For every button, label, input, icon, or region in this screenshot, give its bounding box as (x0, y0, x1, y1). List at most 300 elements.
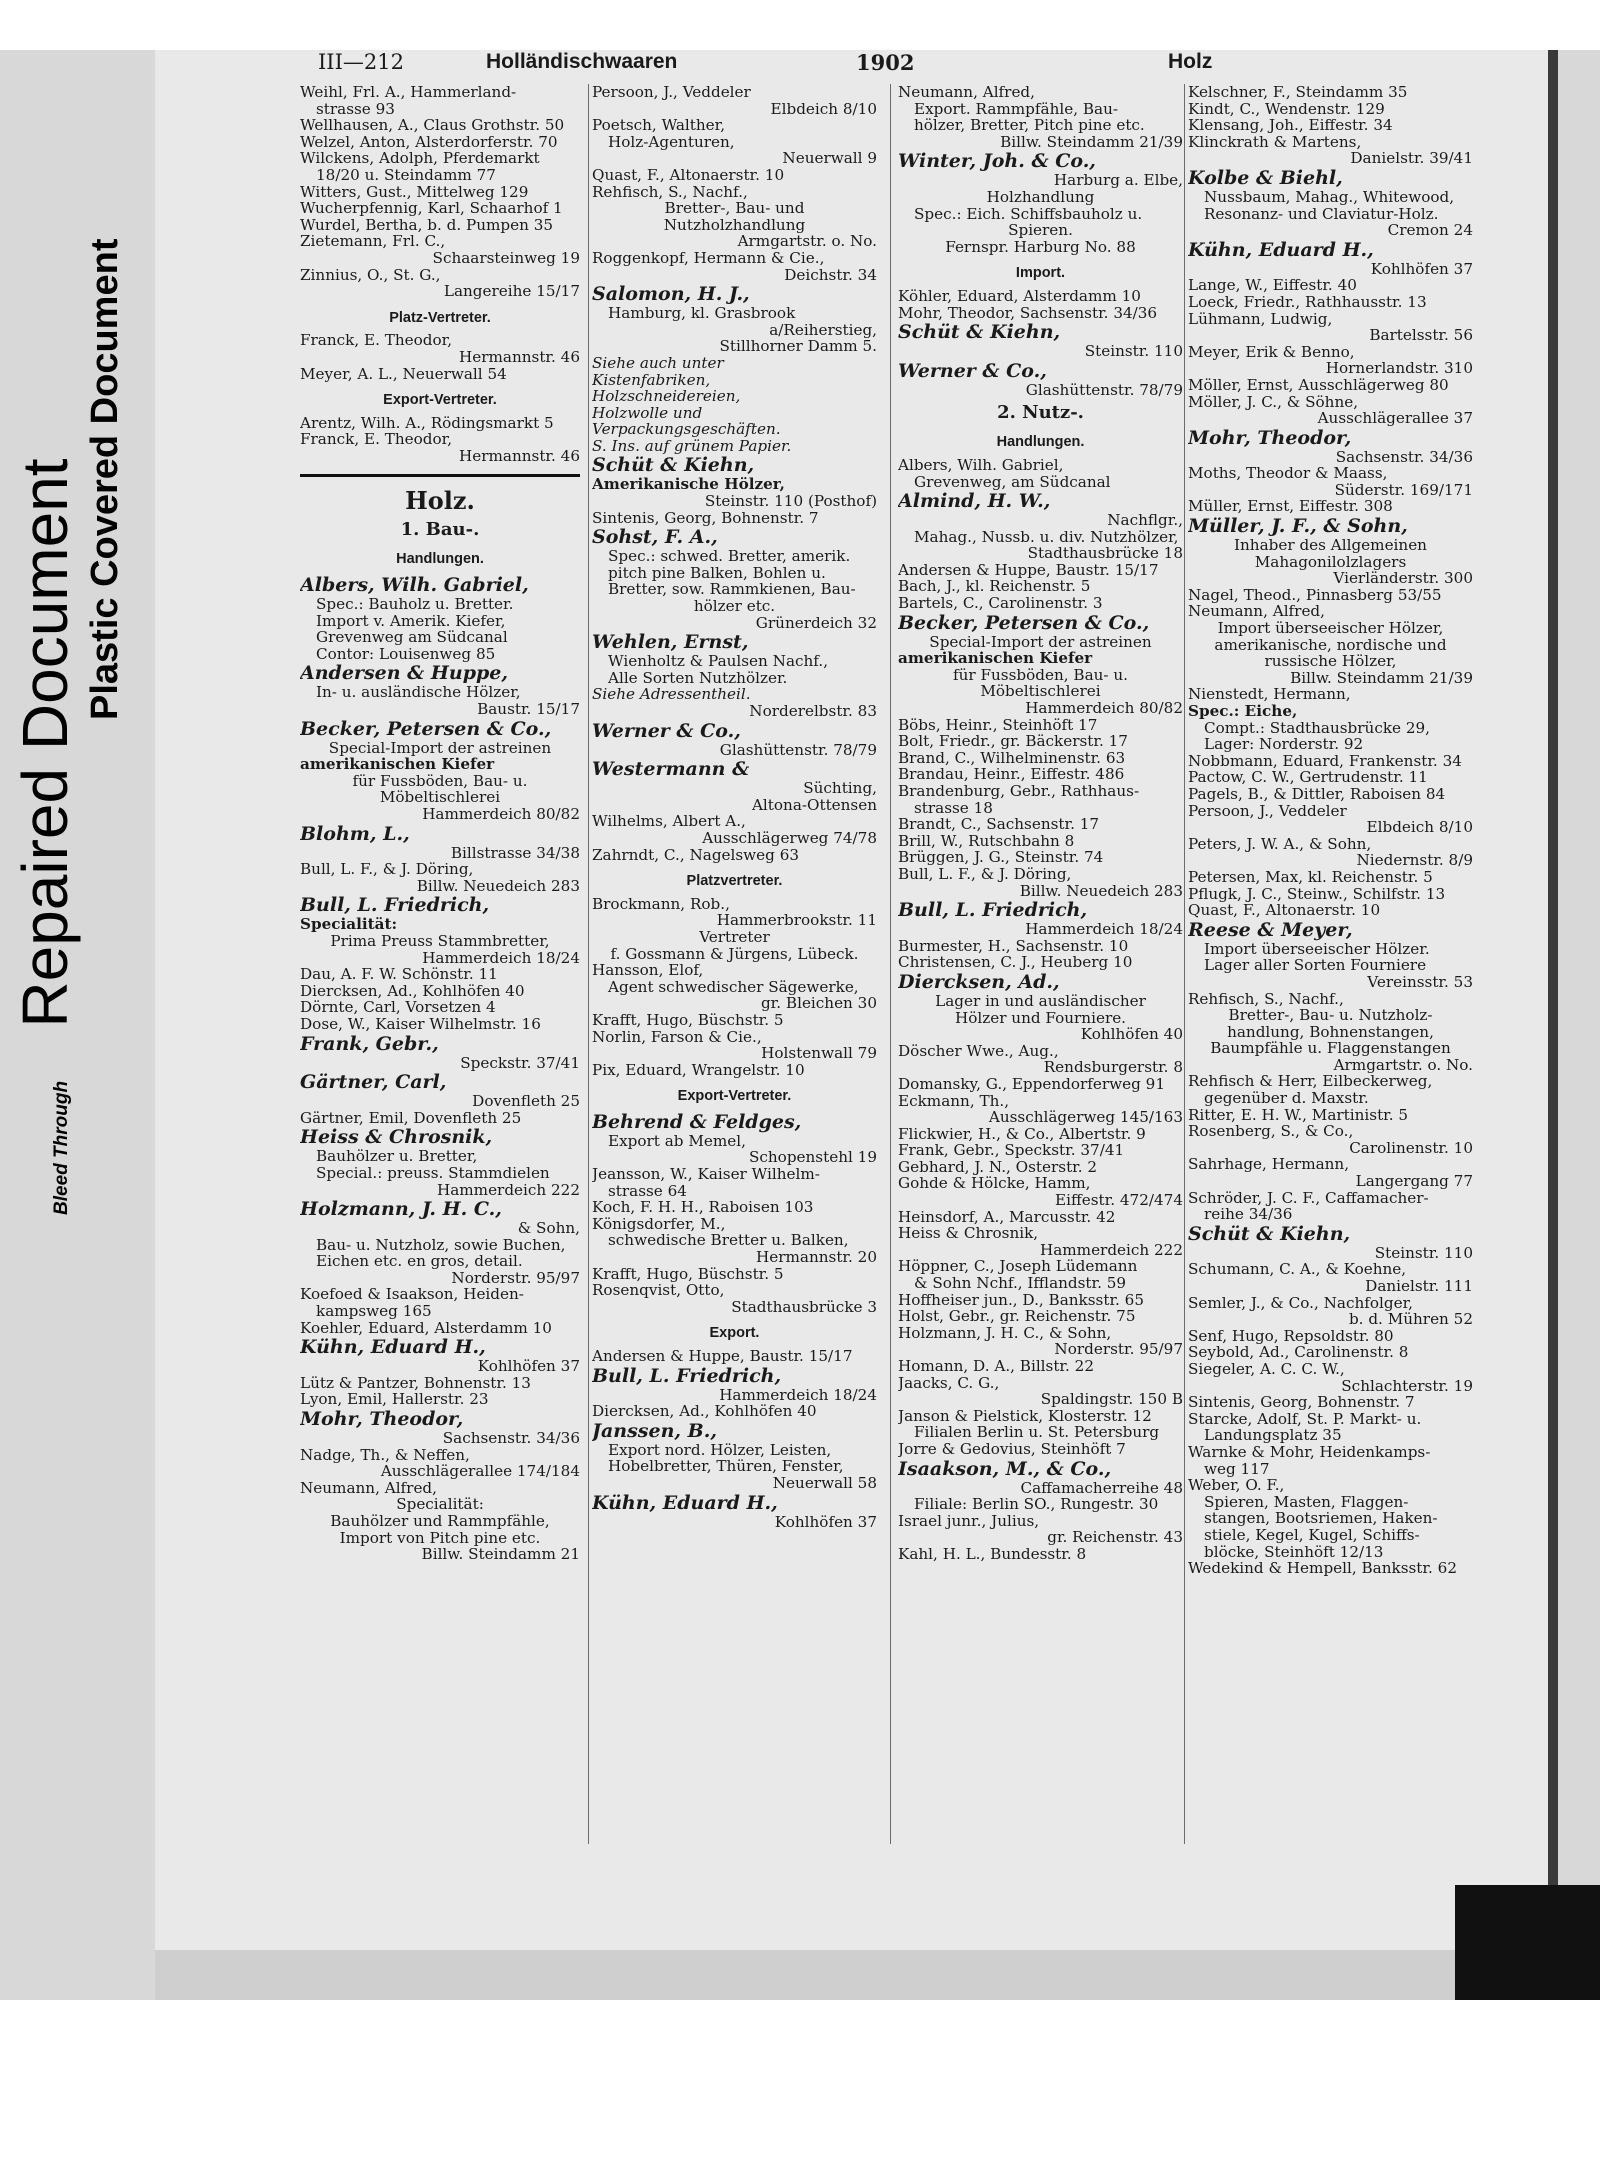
entry-line: Ritter, E. H. W., Martinistr. 5 (1188, 1105, 1409, 1124)
entry-line: Domansky, G., Eppendorferweg 91 (898, 1074, 1166, 1093)
entry-line: Meyer, A. L., Neuerwall 54 (300, 364, 507, 383)
detail-line: Special.: preuss. Stammdielen (316, 1163, 550, 1182)
entry-line: Schumann, C. A., & Koehne, (1188, 1260, 1407, 1279)
address-line: Harburg a. Elbe, (1053, 171, 1183, 190)
emphasis-line: Spec.: Eiche, (1188, 702, 1298, 720)
running-head-section: Holz (1168, 50, 1213, 73)
detail-line: hölzer, Bretter, Pitch pine etc. (914, 116, 1145, 135)
address-line: Armgartstr. o. No. (737, 232, 877, 251)
entry-line: Persoon, J., Veddeler (1188, 801, 1347, 820)
address-line: Eiffestr. 472/474 (1055, 1191, 1183, 1210)
address-line: Altona-Ottensen (751, 795, 877, 814)
detail-line: Contor: Louisenweg 85 (316, 644, 496, 663)
running-head-year: 1902 (856, 50, 915, 75)
entry-line: Mohr, Theodor, Sachsenstr. 34/36 (898, 303, 1158, 322)
entry-line: Bolt, Friedr., gr. Bäckerstr. 17 (898, 732, 1128, 751)
firm-name: Blohm, L., (300, 822, 410, 845)
detail-line: pitch pine Balken, Bohlen u. (608, 563, 826, 582)
note-line: hölzer etc. (693, 597, 776, 616)
address-line: Spaldingstr. 150 B (1040, 1390, 1183, 1409)
address-line: Glashüttenstr. 78/79 (1025, 380, 1183, 399)
address-line: Danielstr. 111 (1365, 1277, 1473, 1295)
address-line: Süderstr. 169/171 (1334, 480, 1473, 499)
firm-name: Müller, J. F., & Sohn, (1188, 515, 1408, 538)
entry-line: Klinckrath & Martens, (1188, 132, 1362, 151)
detail-line: Agent schwedischer Sägewerke, (608, 977, 859, 996)
firm-name: Becker, Petersen & Co., (898, 611, 1150, 634)
address-line: Hammerdeich 222 (436, 1180, 580, 1199)
italic-note: Verpackungsgeschäften. (592, 420, 781, 439)
firm-name: Heiss & Chrosnik, (300, 1126, 493, 1149)
address-line: Vierländerstr. 300 (1333, 569, 1473, 588)
note-line: Specialität: (396, 1495, 484, 1514)
address-line: Hermannstr. 46 (459, 347, 580, 366)
italic-note: Holzschneidereien, (592, 387, 741, 406)
address-line: Hammerdeich 18/24 (422, 948, 580, 967)
firm-name: Bull, L. Friedrich, (300, 894, 490, 917)
detail-line: Lager aller Sorten Fourniere (1204, 956, 1427, 975)
address-line: Cremon 24 (1387, 221, 1473, 240)
entry-line: Diercksen, Ad., Kohlhöfen 40 (592, 1402, 817, 1421)
directory-column-2 (592, 84, 877, 1844)
entry-line: Brand, C., Wilhelminenstr. 63 (898, 748, 1126, 767)
italic-note: Holzwolle und (592, 403, 703, 422)
entry-line: Petersen, Max, kl. Reichenstr. 5 (1188, 867, 1433, 886)
detail-line: Import v. Amerik. Kiefer, (316, 611, 506, 630)
entry-line: Koefoed & Isaakson, Heiden- (300, 1285, 524, 1304)
firm-name: Frank, Gebr., (300, 1032, 439, 1055)
entry-line: Jaacks, C. G., (898, 1373, 1000, 1392)
firm-name: Winter, Joh. & Co., (898, 150, 1096, 173)
address-line: Kohlhöfen 40 (1080, 1025, 1183, 1044)
entry-line: Wilckens, Adolph, Pferdemarkt (300, 149, 540, 168)
entry-line: Rosenqvist, Otto, (592, 1281, 725, 1300)
address-line: Sachsenstr. 34/36 (442, 1429, 580, 1448)
entry-line: Bach, J., kl. Reichenstr. 5 (898, 577, 1091, 596)
label-plastic-covered: Plastic Covered Document (84, 238, 126, 720)
detail-line: Spec.: Eich. Schiffsbauholz u. (914, 204, 1143, 223)
firm-name: Holzmann, J. H. C., (300, 1198, 502, 1221)
entry-line: Heinsdorf, A., Marcusstr. 42 (898, 1207, 1116, 1226)
firm-name: Werner & Co., (898, 359, 1047, 382)
entry-line: Rosenberg, S., & Co., (1188, 1122, 1354, 1141)
note-line: Spieren. (1008, 221, 1073, 240)
address-line: Baustr. 15/17 (477, 700, 580, 719)
note-line: Import überseeischer Hölzer, (1217, 619, 1444, 638)
entry-line: Norlin, Farson & Cie., (592, 1027, 762, 1046)
address-line: Danielstr. 39/41 (1350, 149, 1473, 168)
running-head-category: Holländischwaaren (486, 50, 678, 73)
address-line: Holstenwall 79 (761, 1044, 877, 1063)
detail-line: kampsweg 165 (316, 1302, 432, 1321)
note-line: Special-Import der astreinen (929, 632, 1152, 651)
firm-name: Isaakson, M., & Co., (898, 1457, 1112, 1480)
entry-line: Seybold, Ad., Carolinenstr. 8 (1188, 1343, 1409, 1362)
entry-line: Diercksen, Ad., Kohlhöfen 40 (300, 981, 525, 1000)
note-line: handlung, Bohnenstangen, (1227, 1022, 1434, 1041)
entry-line: Starcke, Adolf, St. P. Markt- u. (1188, 1409, 1422, 1428)
detail-line: Export. Rammpfähle, Bau- (914, 99, 1118, 118)
entry-line: Möller, J. C., & Söhne, (1188, 392, 1359, 411)
note-line: Bretter-, Bau- u. Nutzholz- (1228, 1006, 1433, 1025)
detail-line: Landungsplatz 35 (1204, 1426, 1342, 1445)
entry-line: Hoffheiser jun., D., Banksstr. 65 (898, 1290, 1145, 1309)
address-line: Ausschlägerweg 145/163 (988, 1108, 1183, 1127)
note-line: f. Gossmann & Jürgens, Lübeck. (610, 944, 859, 963)
firm-name: Gärtner, Carl, (300, 1071, 447, 1094)
firm-name: Mohr, Theodor, (300, 1408, 464, 1431)
entry-line: Loeck, Friedr., Rathhausstr. 13 (1188, 292, 1427, 311)
note-line: amerikanische, nordische und (1214, 635, 1447, 654)
firm-name: Albers, Wilh. Gabriel, (300, 574, 529, 597)
address-line: Stillhorner Damm 5. (719, 337, 877, 356)
entry-line: Königsdorfer, M., (592, 1214, 726, 1233)
entry-line: Schröder, J. C. F., Caffamacher- (1188, 1188, 1429, 1207)
address-line: Norderstr. 95/97 (451, 1268, 580, 1287)
detail-line: Lager: Norderstr. 92 (1204, 735, 1364, 754)
entry-line: Koehler, Eduard, Alsterdamm 10 (300, 1318, 552, 1337)
note-line: Möbeltischlerei (379, 788, 501, 807)
address-line: Billw. Steindamm 21/39 (1290, 668, 1473, 687)
address-line: Steinstr. 110 (1374, 1243, 1473, 1262)
entry-line: Hansson, Elof, (592, 961, 704, 980)
subsection-heading: Export-Vertreter. (677, 1088, 792, 1105)
entry-line: Gärtner, Emil, Dovenfleth 25 (300, 1108, 522, 1127)
entry-line: Homann, D. A., Billstr. 22 (898, 1357, 1095, 1375)
entry-line: Heiss & Chrosnik, (898, 1224, 1039, 1243)
address-line: Steinstr. 110 (1084, 342, 1183, 361)
entry-line: Brandenburg, Gebr., Rathhaus- (898, 782, 1140, 800)
entry-line: Brockmann, Rob., (592, 894, 730, 913)
address-line: Billw. Steindamm 21 (421, 1545, 580, 1564)
note-line: Lager in und ausländischer (935, 991, 1146, 1010)
firm-name: Kühn, Eduard H., (300, 1336, 486, 1359)
entry-line: Franck, E. Theodor, (300, 430, 453, 449)
note-line: Hölzer und Fourniere. (954, 1008, 1127, 1027)
firm-name: Salomon, H. J., (592, 283, 750, 306)
entry-line: Brandt, C., Sachsenstr. 17 (898, 815, 1100, 834)
firm-name: Bull, L. Friedrich, (898, 899, 1088, 922)
address-line: Süchting, (803, 779, 877, 798)
column-rule (1184, 84, 1185, 1844)
detail-line: stiele, Kegel, Kugel, Schiffs- (1204, 1525, 1420, 1544)
entry-line: Senf, Hugo, Repsoldstr. 80 (1188, 1326, 1394, 1345)
page-number: III—212 (318, 50, 404, 74)
firm-name: Diercksen, Ad., (898, 970, 1060, 993)
detail-line: Export ab Memel, (608, 1131, 746, 1150)
address-line: Hermannstr. 20 (756, 1248, 877, 1267)
entry-line: Lühmann, Ludwig, (1188, 309, 1333, 328)
italic-note: Siehe auch unter (592, 353, 724, 372)
entry-line: Janson & Pielstick, Klosterstr. 12 (898, 1406, 1152, 1425)
entry-line: Andersen & Huppe, Baustr. 15/17 (592, 1347, 853, 1365)
subsection-heading: Export. (709, 1325, 760, 1342)
side-label-bleed-repaired (8, 458, 82, 1215)
entry-line: Arentz, Wilh. A., Rödingsmarkt 5 (300, 413, 554, 432)
subsection-heading: Export-Vertreter. (383, 392, 497, 409)
entry-line: Witters, Gust., Mittelweg 129 (300, 182, 529, 201)
address-line: Billw. Neuedeich 283 (1019, 881, 1183, 900)
section-rule (300, 474, 580, 477)
subsection-heading: Import. (1015, 265, 1066, 282)
entry-line: Höppner, C., Joseph Lüdemann (898, 1257, 1138, 1276)
entry-line: Frank, Gebr., Speckstr. 37/41 (898, 1141, 1125, 1160)
entry-line: Poetsch, Walther, (592, 116, 726, 135)
label-bleed-through: Bleed Through (51, 1080, 72, 1215)
entry-line: Lyon, Emil, Hallerstr. 23 (300, 1390, 489, 1409)
note-line: Baumpfähle u. Flaggenstangen (1210, 1039, 1451, 1058)
column-rule (588, 84, 589, 1844)
entry-line: Zietemann, Frl. C., (300, 232, 446, 251)
italic-note: Siehe Adressentheil. (592, 685, 751, 704)
detail-line: Filiale: Berlin SO., Rungestr. 30 (914, 1495, 1159, 1514)
entry-line: Neumann, Alfred, (300, 1478, 437, 1497)
address-line: Kohlhöfen 37 (477, 1357, 580, 1376)
detail-line: Export nord. Hölzer, Leisten, (608, 1440, 832, 1459)
address-line: Armgartstr. o. No. (1333, 1055, 1473, 1074)
address-line: Schaarsteinweg 19 (432, 248, 580, 267)
address-line: Nachflgr., (1107, 511, 1183, 530)
firm-name: Bull, L. Friedrich, (592, 1364, 782, 1387)
entry-line: Brill, W., Rutschbahn 8 (898, 831, 1075, 850)
entry-line: Pflugk, J. C., Steinw., Schilfstr. 13 (1188, 884, 1446, 903)
firm-name: Janssen, B., (592, 1419, 717, 1442)
entry-line: Gohde & Hölcke, Hamm, (898, 1174, 1091, 1193)
detail-line: gegenüber d. Maxstr. (1204, 1089, 1369, 1108)
entry-line: Wurdel, Bertha, b. d. Pumpen 35 (300, 215, 554, 234)
entry-line: Kahl, H. L., Bundesstr. 8 (898, 1544, 1087, 1563)
detail-line: weg 117 (1204, 1459, 1270, 1478)
address-line: Dovenfleth 25 (472, 1092, 580, 1111)
address-line: Neuerwall 58 (772, 1473, 877, 1492)
entry-line: Bull, L. F., & J. Döring, (300, 860, 474, 879)
note-line: russische Hölzer, (1264, 652, 1397, 671)
note-line: Fernspr. Harburg No. 88 (945, 237, 1136, 256)
entry-line: Burmester, H., Sachsenstr. 10 (898, 936, 1129, 955)
entry-line: Sintenis, Georg, Bohnenstr. 7 (592, 508, 819, 527)
entry-line: Roggenkopf, Hermann & Cie., (592, 248, 825, 267)
address-line: Vereinsstr. 53 (1367, 972, 1473, 991)
address-line: gr. Bleichen 30 (760, 994, 877, 1013)
firm-name: Schüt & Kiehn, (1188, 1222, 1351, 1245)
entry-line: Möller, Ernst, Ausschlägerweg 80 (1188, 375, 1449, 394)
detail-line: schwedische Bretter u. Balken, (608, 1231, 849, 1250)
address-line: Schopenstehl 19 (748, 1148, 877, 1167)
detail-line: Resonanz- und Claviatur-Holz. (1204, 204, 1439, 223)
detail-line: strasse 93 (316, 99, 395, 118)
address-line: Hermannstr. 46 (459, 446, 580, 465)
entry-line: Andersen & Huppe, Baustr. 15/17 (898, 560, 1159, 579)
entry-line: Zinnius, O., St. G., (300, 265, 441, 284)
entry-line: Pix, Eduard, Wrangelstr. 10 (592, 1060, 805, 1079)
address-line: Ausschlägerallee 37 (1317, 409, 1473, 428)
page-edge-shadow (1548, 50, 1558, 2000)
address-line: Rendsburgerstr. 8 (1043, 1058, 1183, 1077)
note-line: Bauhölzer und Rammpfähle, (330, 1512, 550, 1530)
firm-name: Behrend & Feldges, (592, 1110, 802, 1133)
note-line: Mahagonilolzlagers (1254, 552, 1407, 571)
note-line: Bretter-, Bau- und (664, 199, 805, 218)
detail-line: Alle Sorten Nutzhölzer. (608, 668, 788, 687)
entry-line: Krafft, Hugo, Büschstr. 5 (592, 1010, 784, 1029)
address-line: Steinstr. 110 (Posthof) (704, 492, 877, 511)
entry-line: Eckmann, Th., (898, 1091, 1010, 1110)
detail-line: Compt.: Stadthausbrücke 29, (1204, 718, 1431, 737)
note-line: Special-Import der astreinen (328, 738, 552, 757)
address-line: Neuerwall 9 (782, 149, 877, 168)
entry-line: Quast, F., Altonaerstr. 10 (1188, 901, 1381, 920)
address-line: Elbdeich 8/10 (770, 99, 877, 118)
address-line: Hammerdeich 18/24 (719, 1385, 877, 1404)
entry-line: Lütz & Pantzer, Bohnenstr. 13 (300, 1373, 531, 1392)
subsection-heading: Handlungen. (996, 434, 1085, 451)
address-line: a/Reiherstieg, (769, 320, 877, 339)
subsection-title: 1. Bau-. (400, 519, 480, 541)
entry-line: Franck, E. Theodor, (300, 331, 453, 350)
detail-line: Grevenweg am Südcanal (316, 628, 508, 647)
address-line: Billw. Neuedeich 283 (416, 876, 580, 895)
address-line: Sachsenstr. 34/36 (1335, 447, 1473, 466)
emphasis-line: Amerikanische Hölzer, (592, 475, 785, 494)
address-line: Langergang 77 (1355, 1172, 1473, 1191)
firm-name: Sohst, F. A., (592, 526, 718, 549)
firm-name: Kühn, Eduard H., (1188, 238, 1374, 261)
entry-line: Pagels, B., & Dittler, Raboisen 84 (1188, 784, 1446, 803)
entry-line: Brüggen, J. G., Steinstr. 74 (898, 848, 1104, 867)
entry-line: Rehfisch, S., Nachf., (1188, 989, 1344, 1008)
entry-line: Kindt, C., Wendenstr. 129 (1188, 99, 1385, 118)
entry-line: Quast, F., Altonaerstr. 10 (592, 165, 785, 184)
entry-line: Moths, Theodor & Maass, (1188, 464, 1388, 483)
firm-name: Schüt & Kiehn, (592, 454, 755, 477)
detail-line: blöcke, Steinhöft 12/13 (1204, 1542, 1384, 1561)
address-line: Speckstr. 37/41 (460, 1053, 580, 1072)
address-line: Kohlhöfen 37 (1370, 259, 1473, 278)
entry-line: Persoon, J., Veddeler (592, 84, 751, 101)
address-line: Stadthausbrücke 3 (731, 1297, 877, 1316)
entry-line: Müller, Ernst, Eiffestr. 308 (1188, 497, 1393, 516)
entry-line: Kelschner, F., Steindamm 35 (1188, 84, 1408, 101)
detail-line: Nussbaum, Mahag., Whitewood, (1204, 187, 1455, 206)
entry-line: Christensen, C. J., Heuberg 10 (898, 953, 1133, 972)
entry-line: Dörnte, Carl, Vorsetzen 4 (300, 998, 496, 1017)
address-line: gr. Reichenstr. 43 (1047, 1528, 1183, 1547)
detail-line: Eichen etc. en gros, detail. (316, 1252, 523, 1271)
scan-black-corner (1455, 1885, 1600, 2000)
firm-name: Schüt & Kiehn, (898, 321, 1061, 344)
entry-line: Albers, Wilh. Gabriel, (898, 455, 1064, 474)
label-repaired-document: Repaired Document (9, 458, 81, 1028)
detail-line: Bauhölzer u. Bretter, (316, 1147, 478, 1166)
address-line: Billstrasse 34/38 (450, 843, 580, 862)
address-line: Hammerdeich 222 (1039, 1240, 1183, 1259)
emphasis-line: amerikanischen Kiefer (300, 755, 495, 774)
entry-line: Bull, L. F., & J. Döring, (898, 864, 1072, 883)
address-line: Elbdeich 8/10 (1366, 818, 1473, 837)
detail-line: strasse 64 (608, 1181, 687, 1200)
entry-line: Weber, O. F., (1188, 1476, 1285, 1495)
firm-name: Almind, H. W., (898, 490, 1051, 513)
address-line: Hammerdeich 80/82 (422, 805, 580, 823)
detail-line: Spec.: Bauholz u. Bretter. (316, 595, 514, 614)
entry-line: Köhler, Eduard, Alsterdamm 10 (898, 286, 1141, 305)
entry-line: Koch, F. H. H., Raboisen 103 (592, 1198, 814, 1217)
subsection-heading: Handlungen. (396, 551, 484, 568)
address-line: Kohlhöfen 37 (774, 1512, 877, 1531)
address-line: Hammerdeich 18/24 (1025, 920, 1183, 939)
entry-line: Gebhard, J. N., Osterstr. 2 (898, 1157, 1098, 1176)
directory-column-1 (300, 84, 580, 1844)
subsection-heading: Platz-Vertreter. (389, 309, 491, 326)
entry-line: Böbs, Heinr., Steinhöft 17 (898, 715, 1098, 734)
note-line: Import von Pitch pine etc. (339, 1528, 541, 1547)
firm-name: Andersen & Huppe, (300, 662, 508, 685)
directory-column-4 (1188, 84, 1473, 1844)
page-bottom-margin (155, 1950, 1455, 2000)
entry-line: Warnke & Mohr, Heidenkamps- (1188, 1442, 1431, 1461)
entry-line: Klensang, Joh., Eiffestr. 34 (1188, 116, 1393, 135)
firm-name: Becker, Petersen & Co., (300, 717, 552, 740)
firm-name: Wehlen, Ernst, (592, 631, 749, 654)
entry-line: Nobbmann, Eduard, Frankenstr. 34 (1188, 751, 1462, 770)
entry-line: Israel junr., Julius, (898, 1511, 1040, 1530)
emphasis-line: Specialität: (300, 915, 398, 934)
note-line: Möbeltischlerei (980, 682, 1101, 701)
entry-line: Flickwier, H., & Co., Albertstr. 9 (898, 1124, 1146, 1143)
entry-line: Siegeler, A. C. C. W., (1188, 1359, 1345, 1378)
detail-line: strasse 18 (914, 798, 993, 817)
entry-line: Wucherpfennig, Karl, Schaarhof 1 (300, 199, 563, 218)
note-line: Nutzholzhandlung (663, 215, 806, 234)
note-line: Vertreter (699, 927, 770, 946)
address-line: Hammerdeich 80/82 (1025, 699, 1183, 718)
firm-name: Mohr, Theodor, (1188, 426, 1352, 449)
detail-line: Import überseeischer Hölzer. (1204, 939, 1430, 958)
address-line: Ausschlägerweg 74/78 (702, 828, 877, 847)
address-line: Bartelsstr. 56 (1369, 326, 1473, 345)
entry-line: Dau, A. F. W. Schönstr. 11 (300, 965, 498, 984)
entry-line: Krafft, Hugo, Büschstr. 5 (592, 1264, 784, 1283)
address-line: & Sohn, (517, 1219, 580, 1238)
entry-line: Rehfisch, S., Nachf., (592, 182, 748, 201)
entry-line: Nadge, Th., & Neffen, (300, 1445, 470, 1464)
entry-line: Brandau, Heinr., Eiffestr. 486 (898, 765, 1125, 784)
entry-line: Neumann, Alfred, (1188, 602, 1325, 621)
entry-line: Peters, J. W. A., & Sohn, (1188, 834, 1372, 853)
entry-line: Lange, W., Eiffestr. 40 (1188, 276, 1357, 295)
detail-line: 18/20 u. Steindamm 77 (316, 165, 496, 184)
address-line: Niedernstr. 8/9 (1356, 851, 1473, 870)
detail-line: Grevenweg, am Südcanal (914, 472, 1111, 491)
firm-name: Westermann & (592, 758, 750, 781)
entry-line: Holst, Gebr., gr. Reichenstr. 75 (898, 1307, 1136, 1326)
detail-line: reihe 34/36 (1204, 1205, 1293, 1224)
address-line: Grünerdeich 32 (755, 613, 877, 632)
detail-line: Holz-Agenturen, (608, 132, 735, 151)
entry-line: Jeansson, W., Kaiser Wilhelm- (592, 1165, 820, 1184)
italic-note: Kistenfabriken, (592, 370, 711, 389)
entry-line: Pactow, C. W., Gertrudenstr. 11 (1188, 768, 1428, 787)
entry-line: Wilhelms, Albert A., (592, 812, 746, 831)
address-line: Caffamacherreihe 48 (1020, 1478, 1183, 1497)
entry-line: Welzel, Anton, Alsterdorferstr. 70 (300, 132, 558, 151)
subsection-title: 2. Nutz-. (997, 402, 1084, 424)
subsection-heading: Platzvertreter. (686, 873, 783, 890)
address-line: Hornerlandstr. 310 (1325, 359, 1473, 378)
address-line: Deichstr. 34 (784, 265, 877, 284)
section-title: Holz. (405, 486, 475, 516)
firm-name: Reese & Meyer, (1188, 918, 1353, 941)
